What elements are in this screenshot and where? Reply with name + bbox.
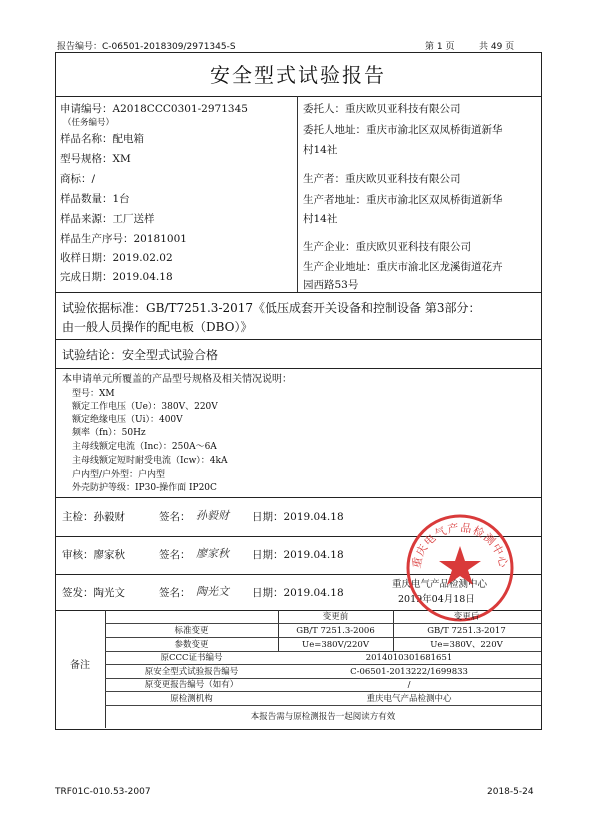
page-total: 共 49 页 xyxy=(479,42,515,52)
coverage-line: 主母线额定电流（Inc）：250A～6A xyxy=(72,442,217,452)
reviewer-sign-label: 签名： xyxy=(159,549,191,561)
divider xyxy=(55,339,541,340)
table-rule xyxy=(105,705,541,706)
table-rule xyxy=(105,637,541,638)
model-spec: 型号规格：XM xyxy=(60,153,131,165)
coverage-line: 户内型/户外型：户内型 xyxy=(72,470,166,480)
factory-address: 生产企业地址：重庆市渝北区龙溪街道花卉 xyxy=(303,261,503,273)
coverage-line: 主母线额定短时耐受电流（Icw）：4kA xyxy=(72,456,228,466)
sample-quantity: 样品数量：1台 xyxy=(60,193,130,205)
reviewer-date: 日期：2019.04.18 xyxy=(252,549,344,561)
row-item: 参数变更 xyxy=(174,640,209,650)
factory: 生产企业：重庆欧贝亚科技有限公司 xyxy=(303,241,471,253)
official-seal-icon xyxy=(404,512,516,624)
complete-date: 完成日期：2019.04.18 xyxy=(60,271,173,283)
row-item: 原检测机构 xyxy=(170,694,213,704)
row-item: 原CCC证书编号 xyxy=(160,653,223,663)
form-number: TRF01C-010.53-2007 xyxy=(55,787,151,797)
remarks-label: 备注 xyxy=(70,660,90,671)
row-item: 标准变更 xyxy=(174,626,209,636)
header-after: 变更后 xyxy=(453,612,480,622)
reviewer: 审核：廖家秋 xyxy=(62,549,125,561)
coverage-intro: 本申请单元所覆盖的产品型号规格及相关情况说明： xyxy=(62,374,292,385)
page-number: 第 1 页 xyxy=(425,42,455,52)
row-value: C-06501-2013222/1699833 xyxy=(350,667,468,677)
sample-serial: 样品生产序号：20181001 xyxy=(60,233,187,245)
stamp-date: 2019年04月18日 xyxy=(398,594,475,605)
table-rule xyxy=(105,623,541,624)
row-before: Ue=380V/220V xyxy=(302,640,369,650)
producer: 生产者：重庆欧贝亚科技有限公司 xyxy=(303,173,461,185)
inspector-sign-label: 签名： xyxy=(159,511,191,523)
report-number: 报告编号：C-06501-2018309/2971345-S xyxy=(57,42,236,52)
row-after: GB/T 7251.3-2017 xyxy=(427,626,506,636)
task-number-label: （任务编号） xyxy=(63,118,115,128)
coverage-line: 额定绝缘电压（Ui）：400V xyxy=(72,415,183,425)
inspector-date: 日期：2019.04.18 xyxy=(252,511,344,523)
divider xyxy=(55,497,541,498)
receive-date: 收样日期：2019.02.02 xyxy=(60,252,173,264)
divider xyxy=(55,292,541,293)
coverage-line: 型号：XM xyxy=(72,389,115,399)
reviewer-signature: 廖家秋 xyxy=(196,547,229,560)
seal-ring-text: 重庆电气产品检测中心 xyxy=(409,521,511,570)
approver-sign-label: 签名： xyxy=(159,587,191,599)
form-date: 2018-5-24 xyxy=(487,787,534,797)
inspector: 主检：孙毅财 xyxy=(62,511,125,523)
row-before: GB/T 7251.3-2006 xyxy=(296,626,375,636)
test-basis: 试验依据标准：GB/T7251.3-2017《低压成套开关设备和控制设备 第3部分： xyxy=(62,301,481,315)
page-title: 安全型式试验报告 xyxy=(210,63,386,87)
stamp-org: 重庆电气产品检测中心 xyxy=(392,579,488,590)
row-value: / xyxy=(407,680,411,690)
header-before: 变更前 xyxy=(322,612,349,622)
coverage-line: 频率（fn）：50Hz xyxy=(72,428,146,438)
divider xyxy=(55,96,541,97)
client-address: 委托人地址：重庆市渝北区双凤桥街道新华 xyxy=(303,124,503,136)
table-rule xyxy=(105,691,541,692)
remarks-note: 本报告需与原检测报告一起阅读方有效 xyxy=(250,712,396,722)
divider xyxy=(55,368,541,369)
trademark: 商标：/ xyxy=(60,173,96,185)
client: 委托人：重庆欧贝亚科技有限公司 xyxy=(303,103,461,115)
test-basis-cont: 由一般人员操作的配电板（DBO）》 xyxy=(62,320,253,334)
row-value: 重庆电气产品检测中心 xyxy=(366,694,452,704)
row-item: 原变更报告编号（如有） xyxy=(144,680,239,690)
client-address-cont: 村14社 xyxy=(303,144,338,156)
test-conclusion: 试验结论：安全型式试验合格 xyxy=(62,348,219,362)
coverage-line: 外壳防护等级：IP30-操作面 IP20C xyxy=(72,483,217,493)
sample-name: 样品名称：配电箱 xyxy=(60,133,144,145)
factory-address-cont: 园西路53号 xyxy=(303,279,359,291)
table-rule xyxy=(105,664,541,665)
coverage-line: 额定工作电压（Ue）：380V、220V xyxy=(72,402,218,412)
row-item: 原安全型式试验报告编号 xyxy=(144,667,239,677)
column-divider xyxy=(297,96,298,292)
sample-source: 样品来源：工厂送样 xyxy=(60,213,155,225)
approver-date: 日期：2019.04.18 xyxy=(252,587,344,599)
row-value: 2014010301681651 xyxy=(365,653,453,663)
approver-signature: 陶光文 xyxy=(196,585,229,598)
producer-address: 生产者地址：重庆市渝北区双凤桥街道新华 xyxy=(303,194,503,206)
producer-address-cont: 村14社 xyxy=(303,213,338,225)
row-after: Ue=380V、220V xyxy=(430,640,503,650)
application-number: 申请编号：A2018CCC0301-2971345 xyxy=(60,103,248,115)
approver: 签发：陶光文 xyxy=(62,587,125,599)
inspector-signature: 孙毅财 xyxy=(196,509,229,522)
